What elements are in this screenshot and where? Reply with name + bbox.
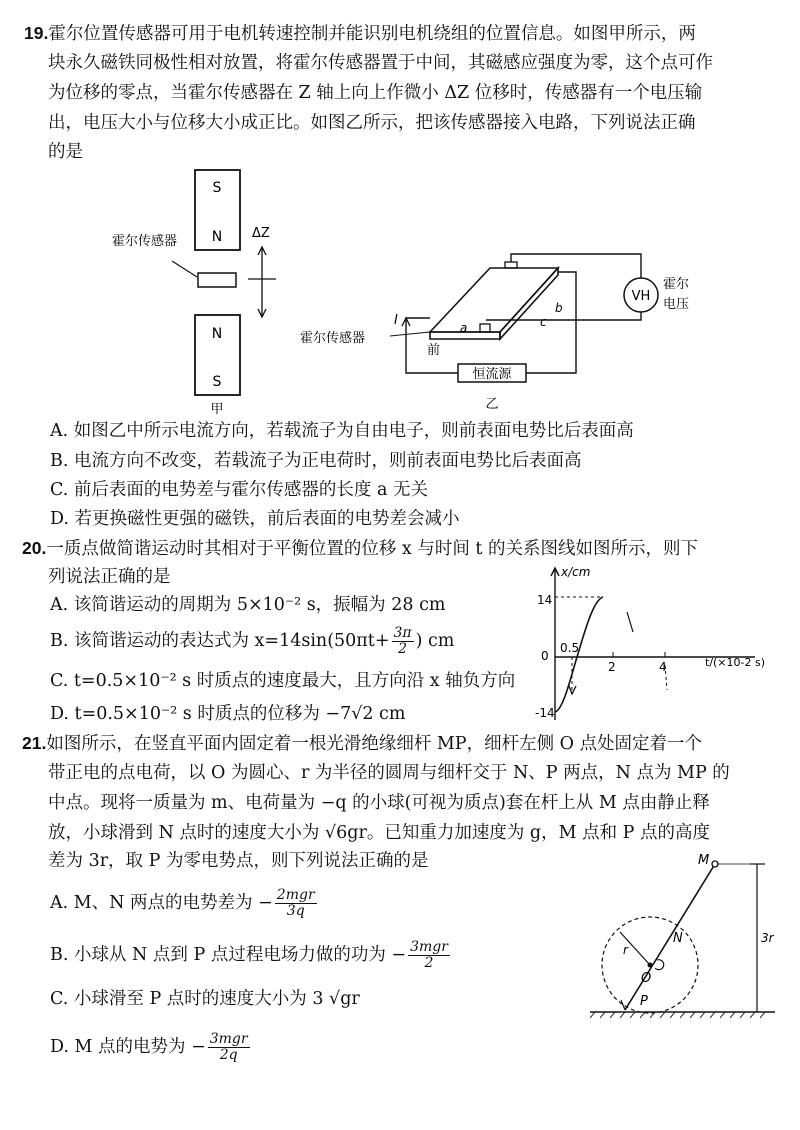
voltmeter-label: VH (631, 289, 651, 304)
q21-option-c[interactable]: C. 小球滑至 P 点时的速度大小为 3 √gr (50, 989, 360, 1009)
yi-sensor-label: 霍尔传感器 (300, 331, 366, 346)
hall-voltage-label-1: 霍尔 (663, 277, 690, 292)
q21-number: 21. (22, 733, 47, 753)
q19-option-d[interactable]: D. 若更换磁性更强的磁铁，前后表面的电势差会减小 (50, 509, 460, 529)
sensor-top-face (430, 268, 558, 332)
fraction: $\frac{\text{2mgr}}{3q}$ (276, 887, 315, 919)
q21-line-5: 差为 3r，取 P 为零电势点，则下列说法正确的是 (48, 851, 429, 871)
graph-ylabel: x/cm (561, 565, 591, 579)
q21-option-b[interactable]: B. 小球从 N 点到 P 点过程电场力做的功为 − $\frac{\text{3mgr}}{2}$ (50, 939, 448, 971)
tick-4: 4 (659, 660, 667, 674)
c-label: c (540, 315, 547, 329)
point-m-label: M (698, 853, 710, 868)
q21-option-a[interactable]: A. M、N 两点的电势差为 − $\frac{\text{2mgr}}{3q}$ (50, 887, 315, 919)
curve-fragment (627, 612, 633, 632)
charge-mark-icon (655, 960, 664, 970)
point-o-label: O (641, 971, 652, 986)
top-magnet-s-label: S (212, 180, 222, 196)
front-label: 前 (427, 343, 441, 358)
back-contact (505, 262, 517, 268)
top-magnet-n-label: N (211, 229, 223, 245)
q21-line-2: 带正电的点电荷，以 O 为圆心、r 为半径的圆周与细杆交于 N、P 两点，N 点为 MP 的 (48, 763, 730, 783)
y-bottom-tick: -14 (535, 706, 555, 720)
q20-number: 20. (22, 538, 47, 558)
wire-right (526, 272, 576, 373)
hall-voltage-label-2: 电压 (663, 297, 690, 312)
rod-mp (625, 864, 715, 1010)
tick-2: 2 (608, 660, 616, 674)
fraction: $\frac{\text{3mgr}}{2}$ (410, 939, 448, 971)
a-label: a (460, 321, 468, 335)
height-label: 3r (761, 931, 774, 945)
q20-option-d[interactable]: D. t=0.5×10⁻² s 时质点的位移为 −7√2 cm (50, 704, 406, 724)
q19-figure-jia (100, 165, 300, 420)
q19-line-1: 19.霍尔位置传感器可用于电机转速控制并能识别电机绕组的位置信息。如图甲所示，两 (24, 23, 696, 44)
b-label: b (555, 301, 563, 315)
jia-sensor-label: 霍尔传感器 (112, 234, 178, 249)
dz-label: ΔZ (252, 226, 270, 241)
fig-yi-caption: 乙 (485, 397, 499, 412)
q20-graph (515, 560, 790, 725)
front-contact (480, 324, 490, 332)
q19-line-3: 为位移的零点，当霍尔传感器在 Z 轴上向上作微小 ΔZ 位移时，传感器有一个电压输 (48, 83, 703, 103)
fraction: $\frac{3\pi}{2}$ (393, 625, 412, 657)
radius-label: r (623, 943, 628, 957)
hall-sensor-block (198, 273, 236, 287)
q19-option-a[interactable]: A. 如图乙中所示电流方向，若载流子为自由电子，则前表面电势比后表面高 (50, 421, 634, 441)
source-label: 恒流源 (472, 367, 512, 382)
q19-number: 19. (24, 23, 49, 43)
q19-line-4: 出，电压大小与位移大小成正比。如图乙所示，把该传感器接入电路，下列说法正确 (48, 113, 696, 133)
q20-option-b[interactable]: B. 该简谐运动的表达式为 x=14sin(50πt+ $\frac{3\pi}{2}$ ) cm (50, 625, 455, 657)
graph-xlabel: t/(×10-2 s) (705, 656, 766, 669)
q20-line-1: 20.一质点做简谐运动时其相对于平衡位置的位移 x 与时间 t 的关系图线如图所示，则下 (22, 538, 698, 559)
tick-0-5: 0.5 (560, 641, 580, 655)
q21-line-1: 21.如图所示，在竖直平面内固定着一根光滑绝缘细杆 MP，细杆左侧 O 点处固定着一个 (22, 733, 703, 754)
point-p-label: P (640, 994, 648, 1009)
point-n-label: N (673, 931, 683, 946)
q21-line-3: 中点。现将一质量为 m、电荷量为 −q 的小球(可视为质点)套在杆上从 M 点由静止释 (48, 793, 710, 813)
q21-option-d[interactable]: D. M 点的电势为 − $\frac{\text{3mgr}}{2q}$ (50, 1031, 248, 1063)
q19-line-2: 块永久磁铁同极性相对放置，将霍尔传感器置于中间，其磁感应强度为零，这个点可作 (48, 53, 713, 73)
ground-hatch (590, 1012, 765, 1018)
sensor-side-face (500, 268, 558, 339)
q19-option-c[interactable]: C. 前后表面的电势差与霍尔传感器的长度 a 无关 (50, 480, 428, 500)
q19-option-b[interactable]: B. 电流方向不改变，若载流子为正电荷时，则前表面电势比后表面高 (50, 451, 582, 471)
q21-line-4: 放，小球滑到 N 点时的速度大小为 √6gr。已知重力加速度为 g，M 点和 P 点的高度 (48, 823, 710, 843)
sensor-pointer (172, 261, 197, 277)
q20-line-2: 列说法正确的是 (48, 567, 171, 587)
yi-sensor-pointer (390, 332, 430, 336)
p-pointer (621, 1000, 625, 1010)
q20-option-c[interactable]: C. t=0.5×10⁻² s 时质点的速度最大，且方向沿 x 轴负方向 (50, 671, 516, 691)
y-top-tick: 14 (537, 593, 553, 607)
q20-option-a[interactable]: A. 该简谐运动的周期为 5×10⁻² s，振幅为 28 cm (50, 595, 446, 615)
origin-label: 0 (541, 649, 549, 663)
fig-jia-caption: 甲 (210, 402, 224, 417)
fraction: $\frac{\text{3mgr}}{2q}$ (209, 1031, 248, 1063)
bottom-magnet-n-label: N (211, 326, 223, 342)
wire-front (486, 312, 641, 320)
current-label: I (394, 313, 398, 328)
bottom-magnet-s-label: S (212, 374, 222, 390)
q19-line-5: 的是 (48, 142, 83, 162)
q21-figure (585, 850, 785, 1025)
q19-figure-yi (300, 240, 700, 415)
